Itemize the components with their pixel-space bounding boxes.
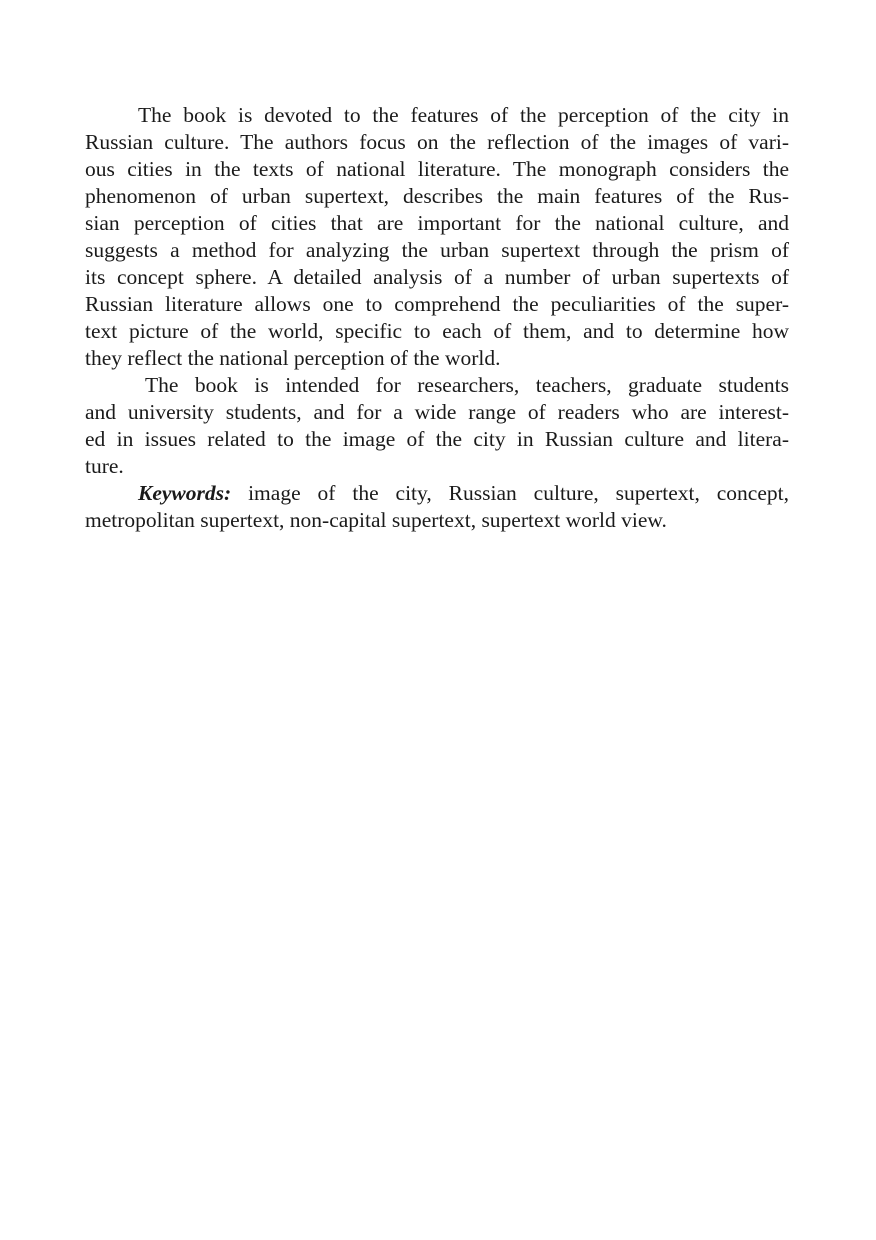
abstract-line: phenomenon of urban supertext, describes the main features of the Rus-	[85, 184, 789, 208]
abstract-line: The book is devoted to the features of the perception of the city in	[138, 103, 789, 127]
audience-line: The book is intended for researchers, teachers, graduate students	[145, 373, 789, 397]
abstract-line: Russian culture. The authors focus on the reflection of the images of vari-	[85, 130, 789, 154]
audience-line: ed in issues related to the image of the city in Russian culture and litera-	[85, 427, 789, 451]
abstract-line: Russian literature allows one to comprehend the peculiarities of the super-	[85, 292, 789, 316]
abstract-paragraph	[85, 102, 789, 372]
keywords-list-part2: metropolitan supertext, non-capital supertext, supertext world view.	[85, 508, 667, 532]
audience-line: and university students, and for a wide range of readers who are interest-	[85, 400, 789, 424]
audience-line: ture.	[85, 454, 124, 478]
abstract-line: sian perception of cities that are important for the national culture, and	[85, 211, 789, 235]
abstract-line: they reflect the national perception of the world.	[85, 346, 501, 370]
keywords-line	[85, 480, 789, 507]
abstract-line: its concept sphere. A detailed analysis of a number of urban supertexts of	[85, 265, 789, 289]
audience-paragraph	[85, 372, 789, 480]
document-page	[85, 102, 789, 534]
abstract-line: text picture of the world, specific to each of them, and to determine how	[85, 319, 789, 343]
abstract-line: suggests a method for analyzing the urban supertext through the prism of	[85, 238, 789, 262]
keywords-paragraph	[85, 480, 789, 534]
keywords-list-part1: image of the city, Russian culture, supertext, concept,	[231, 481, 789, 505]
keywords-label: Keywords:	[138, 481, 232, 505]
abstract-line: ous cities in the texts of national literature. The monograph considers the	[85, 157, 789, 181]
